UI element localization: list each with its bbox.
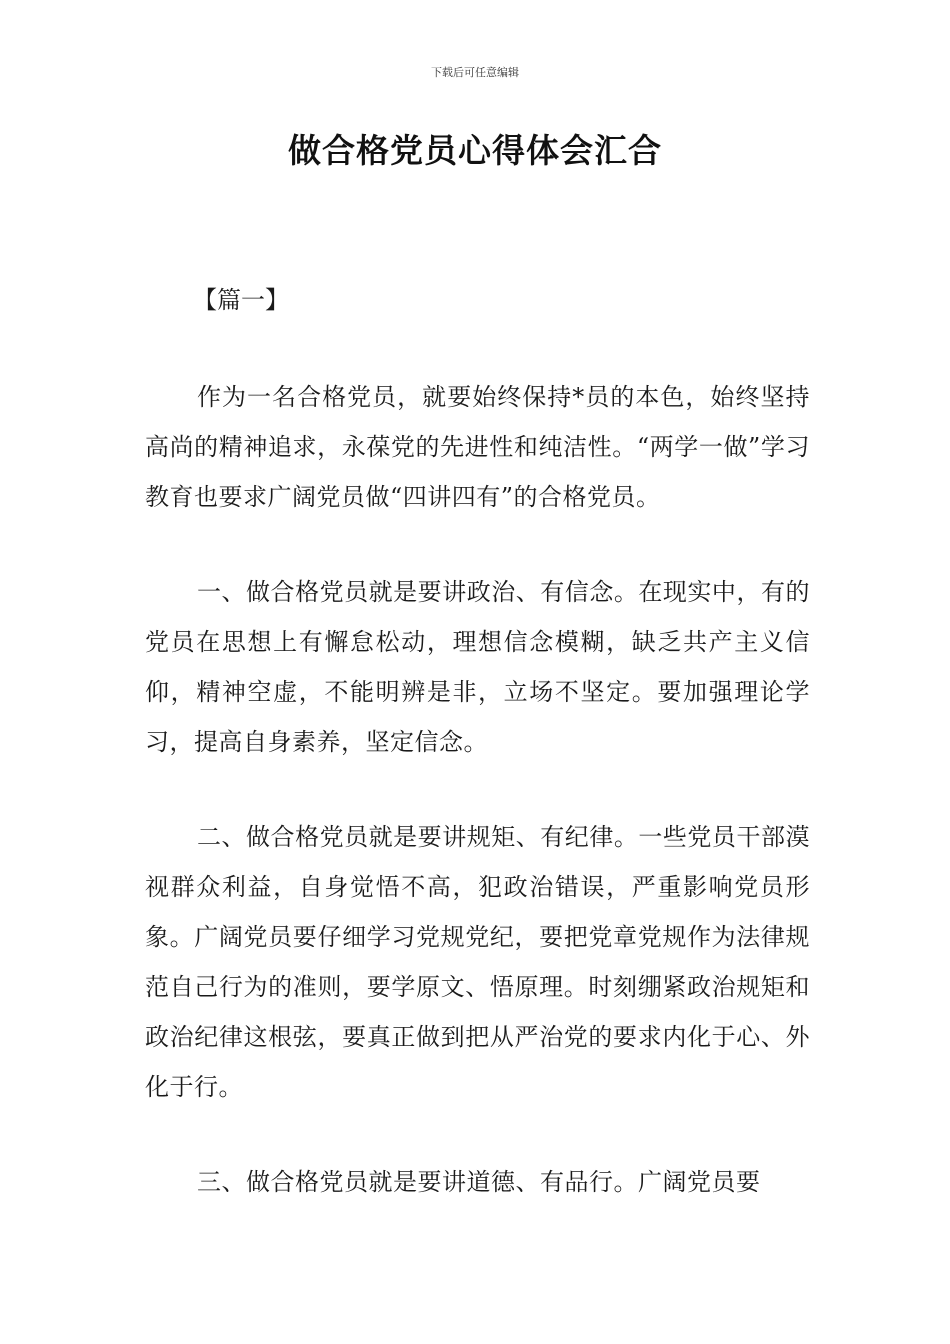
document-title: 做合格党员心得体会汇合 <box>288 131 662 170</box>
header-note: 下载后可任意编辑 <box>431 66 519 79</box>
paragraph-point-one: 一、做合格党员就是要讲政治、有信念。在现实中，有的党员在思想上有懈怠松动，理想信念模糊，缺乏共产主义信仰，精神空虚，不能明辨是非，立场不坚定。要加强理论学习，提高自身素养，坚定信念。 <box>145 578 810 756</box>
paragraph-point-two: 二、做合格党员就是要讲规矩、有纪律。一些党员干部漠视群众利益，自身觉悟不高，犯政治错误，严重影响党员形象。广阔党员要仔细学习党规党纪，要把党章党规作为法律规范自己行为的准则，要学原文、悟原理。时刻绷紧政治规矩和政治纪律这根弦，要真正做到把从严治党的要求内化于心、外化于行。 <box>145 823 810 1101</box>
paragraph-point-three: 三、做合格党员就是要讲道德、有品行。广阔党员要 <box>197 1168 761 1196</box>
paragraph-intro: 作为一名合格党员，就要始终保持*员的本色，始终坚持高尚的精神追求，永葆党的先进性和纯洁性。“两学一做”学习教育也要求广阔党员做“四讲四有”的合格党员。 <box>145 383 810 511</box>
section-label: 【篇一】 <box>193 286 289 314</box>
document-body <box>145 280 810 1252</box>
